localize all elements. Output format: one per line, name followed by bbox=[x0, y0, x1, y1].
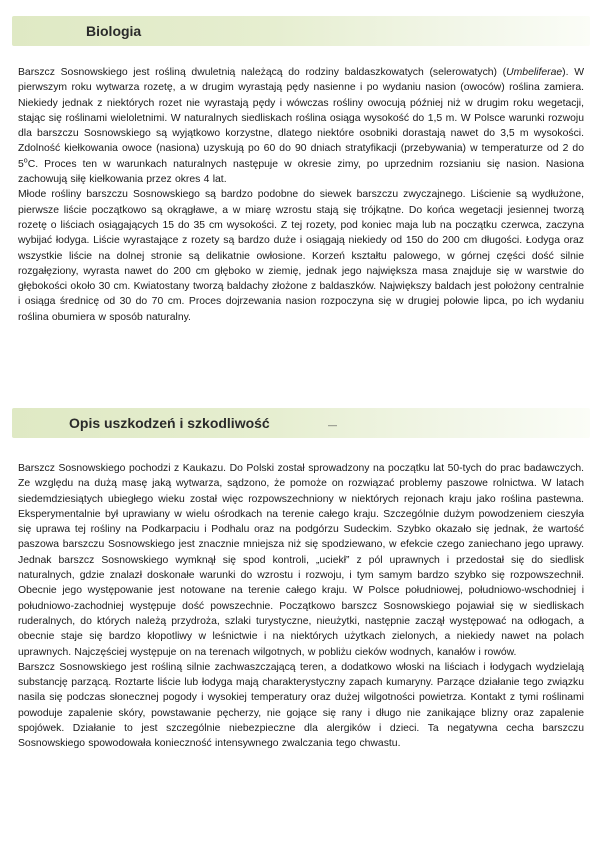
stray-mark: — bbox=[328, 420, 337, 430]
opis-paragraph-2: Barszcz Sosnowskiego jest rośliną silnie zachwaszczającą teren, a dodatkowo włoski na liściach i łodygach wydzielają substancję parzącą. Roztarte liście lub łodyga mają charakterystyczny zapach kumaryny. Parzące działanie tego związku nasila się podczas słonecznej pogody i wysokiej temperatury oraz dużej wilgotności powietrza. Kontakt z tymi roślinami powoduje zapalenie skóry, powstawanie pęcherzy, nie gojące się rany i długo nie zanikające blizny oraz zapalenie spojówek. Działanie to jest szczególnie niebezpieczne dla alergików i dzieci. Ta negatywna cecha barszczu Sosnowskiego spowodowała konieczność intensywnego zwalczania tego chwastu. bbox=[18, 661, 584, 750]
section-header-biologia bbox=[12, 16, 590, 46]
biologia-paragraph-2: Młode rośliny barszczu Sosnowskiego są bardzo podobne do siewek barszczu zwyczajnego. Liścienie są wydłużone, pierwsze liście początkowo są okrągławe, a w miarę wzrostu stają się trójkątne. Do końca wegetacji jesiennej tworzą rozetę o liściach osiągających 15 do 35 cm wysokości. Z tej rozety, pod koniec maja lub na początku czerwca, zaczyna wybijać łodyga. Liście wyrastające z rozety są bardzo duże i osiągają niekiedy od 150 do 200 cm długości. Łodyga oraz wszystkie liście na dolnej stronie są delikatnie owłosione. Korzeń kształtu palowego, w górnej części dość silnie rozgałęziony, wyrasta nawet do 200 cm głęboko w ziemię, jednak jego największa masa znajduje się w warstwie do głębokości około 30 cm. Kwiatostany tworzą baldachy złożone z baldaszków. Największy baldach jest położony centralnie i osiąga średnicę od 30 do 70 cm. Proces dojrzewania nasion rozpoczyna się w drugiej połowie lipca, po ich wydaniu roślina obumiera w sposób naturalny. bbox=[18, 189, 584, 323]
degree-superscript: o bbox=[23, 157, 28, 165]
opis-body bbox=[18, 461, 584, 752]
opis-paragraph-1: Barszcz Sosnowskiego pochodzi z Kaukazu. Do Polski został sprowadzony na początku lat 50-tych do prac badawczych. Ze względu na dużą masę jaką wytwarza, sądzono, że pomoże on rozwiązać problemy paszowe rolnictwa. W latach siedemdziesiątych ubiegłego wieku został więc rozpowszechniony w niektórych rejonach kraju jako roślina pastewna. Eksperymentalnie był uprawiany w wielu ośrodkach na terenie całego kraju. Szczególnie dużym powodzeniem cieszyła się uprawa tej rośliny na Podkarpaciu i Podhalu oraz na podgórzu Sudeckim. Szybko okazało się jednak, że wartość paszowa barszczu Sosnowskiego jest znacznie mniejsza niż się spodziewano, w efekcie czego zaniechano jego uprawy. Jednak barszcz Sosnowskiego wymknął się spod kontroli, „uciekł” z pól uprawnych i przedostał się do siedlisk naturalnych, gdzie znalazł doskonałe warunki do wzrostu i rozwoju, i tym samym bardzo szybko się rozpowszechnił. Obecnie jego występowanie jest notowane na terenie całego kraju. W Polsce południowej, południowo-wschodniej i południowo-zachodniej występuje dość powszechnie. Początkowo barszcz Sosnowskiego pojawiał się w siedliskach ruderalnych, do których należą przydroża, szlaki turystyczne, nieużytki, następnie zaczął występować na odłogach, a obecnie staje się bardzo kłopotliwy w leśnictwie i na niektórych użytkach zielonych, a niekiedy nawet na polach uprawnych. Najczęściej występuje on na terenach wilgotnych, w pobliżu cieków wodnych, kanałów i rowów. bbox=[18, 463, 584, 658]
biologia-p1-text-b: ). W pierwszym roku wytwarza rozetę, a w drugim wyrastają pędy nasienne i po wydaniu nasion (owoców) roślina zamiera. Niekiedy jednak z niektórych rozet nie wyrastają pędy i wówczas rośliny owocują później niż w drugim roku wegetacji, stając się roślinami wieloletnimi. W naturalnych siedliskach roślina osiąga wysokość do 1,5 m. W Polsce warunki rozwoju dla barszczu Sosnowskiego są wyjątkowo korzystne, dlatego niektóre osobniki dorastają nawet do 3,5 m wysokości. Zdolność kiełkowania owoce (nasiona) uzyskują po 60 do 90 dniach stratyfikacji (przebywania) w temperaturze od 2 do 5 bbox=[18, 67, 584, 170]
biologia-body bbox=[18, 65, 584, 325]
section-title-opis: Opis uszkodzeń i szkodliwość bbox=[69, 415, 270, 431]
section-header-opis bbox=[12, 408, 590, 438]
latin-name: Umbeliferae bbox=[506, 67, 563, 78]
section-title-biologia: Biologia bbox=[86, 23, 142, 39]
biologia-p1-text-a: Barszcz Sosnowskiego jest rośliną dwuletnią należącą do rodziny baldaszkowatych (selerowatych) ( bbox=[18, 67, 507, 78]
biologia-paragraph-1 bbox=[18, 65, 584, 187]
biologia-p1-text-c: C. Proces ten w warunkach naturalnych następuje w okresie zimy, po uprzednim rozsianiu się nasion. Nasiona zachowują siłę kiełkowania przez okres 4 lat. bbox=[18, 158, 584, 186]
